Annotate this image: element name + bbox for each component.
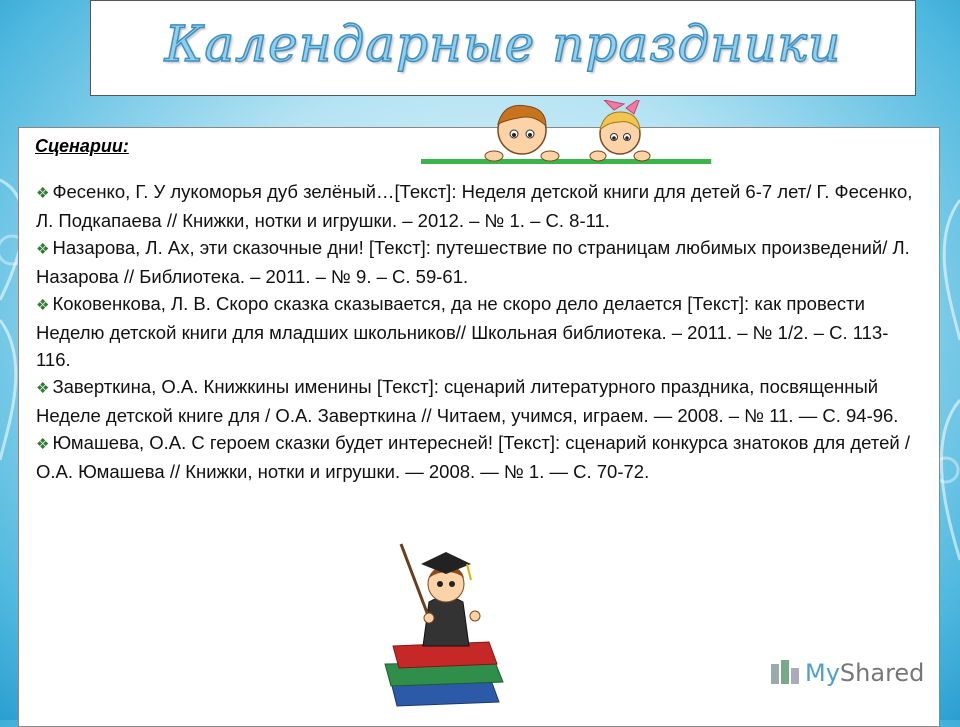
diamond-bullet-icon: ❖ bbox=[36, 297, 50, 314]
list-item bbox=[36, 234, 916, 290]
diamond-bullet-icon: ❖ bbox=[36, 241, 50, 258]
reference-text: Юмашева, О.А. С героем сказки будет интересней! [Текст]: сценарий конкурса знатоков для детей / О.А. Юмашева // Книжки, нотки и игрушки. — 2008. — № 1. — С. 70-72. bbox=[36, 432, 910, 482]
diamond-bullet-icon: ❖ bbox=[36, 380, 50, 397]
myshared-watermark bbox=[769, 658, 924, 688]
list-item bbox=[36, 178, 916, 234]
list-item bbox=[36, 373, 916, 429]
reference-list bbox=[36, 178, 916, 485]
reference-text: Фесенко, Г. У лукоморья дуб зелёный…[Текст]: Неделя детской книги для детей 6-7 лет/ Г. Фесенко, Л. Подкапаева // Книжки, нотки и игрушки. – 2012. – № 1. – С. 8-11. bbox=[36, 181, 913, 231]
watermark-text: MyShared bbox=[805, 659, 925, 687]
list-item bbox=[36, 429, 916, 485]
diamond-bullet-icon: ❖ bbox=[36, 185, 50, 202]
content-box bbox=[18, 127, 940, 727]
reference-text: Назарова, Л. Ах, эти сказочные дни! [Текст]: путешествие по страницам любимых произведений/ Л. Назарова // Библиотека. – 2011. – № 9. – С. 59-61. bbox=[36, 237, 910, 287]
reference-text: Заверткина, О.А. Книжкины именины [Текст]: сценарий литературного праздника, посвященный Неделе детской книге для / О.А. Заверткина // Читаем, учимся, играем. — 2008. – № 11. — С. 94-96. bbox=[36, 376, 899, 426]
slide-title: Календарные праздники bbox=[164, 15, 842, 73]
reference-text: Коковенкова, Л. В. Скоро сказка сказывается, да не скоро дело делается [Текст]: как провести Неделю детской книги для младших школьников// Школьная библиотека. – 2011. – № 1/2. – С. 113-116. bbox=[36, 293, 889, 370]
diamond-bullet-icon: ❖ bbox=[36, 436, 50, 453]
myshared-logo-icon bbox=[769, 658, 801, 688]
professor-on-books-illustration bbox=[371, 542, 521, 722]
title-box bbox=[90, 0, 916, 96]
children-peeking-illustration bbox=[474, 100, 684, 162]
section-label: Сценарии: bbox=[35, 136, 129, 156]
list-item bbox=[36, 290, 916, 373]
